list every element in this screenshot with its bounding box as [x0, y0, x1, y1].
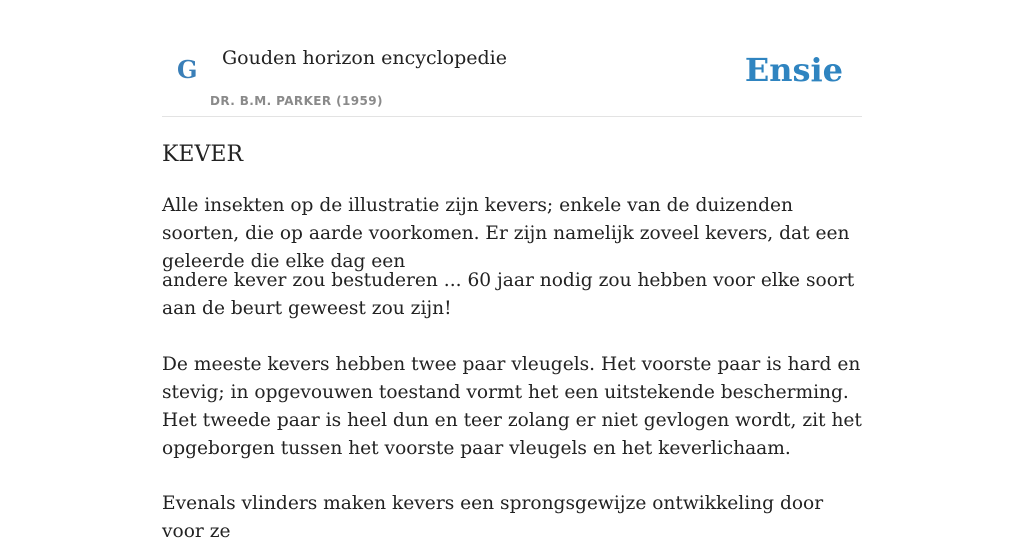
book-author: DR. B.M. PARKER (1959): [210, 94, 383, 108]
article-paragraph: Evenals vlinders maken kevers een sprongsgewijze ontwikkeling door voor ze: [162, 493, 824, 542]
page: [162, 0, 862, 542]
book-title-link[interactable]: Gouden horizon encyclopedie: [222, 47, 507, 69]
article-title: KEVER: [162, 142, 244, 167]
article-paragraph: andere kever zou bestuderen ... 60 jaar nodig zou hebben voor elke soort aan de beurt geweest zou zijn!: [162, 270, 855, 319]
article-paragraph: De meeste kevers hebben twee paar vleugels. Het voorste paar is hard en stevig; in opgevouwen toestand vormt het een uitstekende bescherming. Het tweede paar is heel dun en teer zolang er niet gevlogen wordt, zit het opgeborgen tussen het voorste paar vleugels en het keverlichaam.: [162, 354, 862, 459]
article-paragraph: Alle insekten op de illustratie zijn kevers; enkele van de duizenden soorten, die op aarde voorkomen. Er zijn namelijk zoveel kevers, dat een geleerde die elke dag een: [162, 195, 850, 272]
book-header: [162, 0, 862, 117]
ensie-logo-link[interactable]: Ensie: [744, 51, 843, 89]
book-letter-icon[interactable]: G: [177, 55, 198, 84]
